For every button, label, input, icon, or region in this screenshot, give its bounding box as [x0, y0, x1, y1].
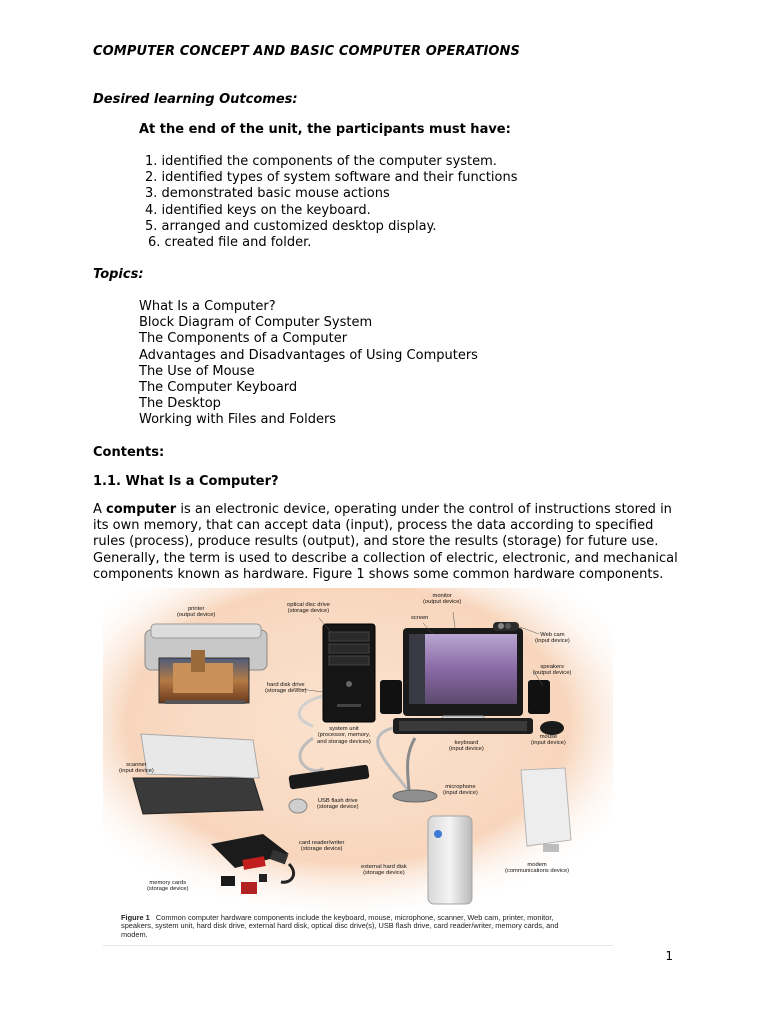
label-scanner: scanner (input device): [119, 762, 154, 775]
paragraph: [93, 502, 683, 583]
list-item: Block Diagram of Computer System: [139, 315, 373, 331]
label-speakers: speakers (output device): [533, 664, 572, 677]
label-system-unit: system unit (processor, memory, and storage devices): [317, 726, 371, 745]
keyboard-icon: [393, 718, 533, 734]
label-usb-flash-drive: USB flash drive (storage device): [317, 798, 359, 811]
label-printer: printer (output device): [177, 606, 216, 619]
label-card-reader: card reader/writer (storage device): [299, 840, 345, 853]
paragraph-lead: A: [93, 502, 107, 517]
external-hard-disk-icon: [428, 816, 472, 904]
speaker-left-icon: [380, 680, 402, 714]
contents-heading: Contents:: [93, 445, 165, 460]
label-modem: modem (communications device): [505, 862, 570, 875]
list-item: The Desktop: [139, 396, 221, 412]
monitor-icon: [403, 628, 523, 726]
label-screen: screen: [411, 615, 429, 621]
label-keyboard: keyboard (input device): [449, 740, 484, 753]
list-item: 5. arranged and customized desktop display.: [145, 218, 437, 234]
label-microphone: microphone (input device): [443, 784, 478, 797]
webcam-icon: [493, 622, 519, 631]
paragraph-bold-term: computer: [106, 502, 177, 517]
outcomes-intro: At the end of the unit, the participants must have:: [139, 122, 511, 137]
outcomes-list: [145, 154, 518, 251]
figure-divider: [103, 945, 613, 946]
system-unit-icon: [323, 624, 375, 722]
list-item: What Is a Computer?: [139, 299, 276, 314]
list-item: The Components of a Computer: [139, 331, 348, 347]
label-monitor: monitor (output device): [423, 593, 462, 606]
mouse-icon: [540, 721, 564, 735]
label-webcam: Web cam (input device): [535, 632, 570, 645]
list-item: 1. identified the components of the computer system.: [145, 154, 497, 169]
modem-icon: [521, 768, 571, 852]
speaker-right-icon: [528, 680, 550, 714]
list-item: 3. demonstrated basic mouse actions: [145, 186, 390, 202]
outcomes-heading: Desired learning Outcomes:: [93, 92, 298, 107]
section-heading: 1.1. What Is a Computer?: [93, 474, 279, 489]
paragraph-rest: is an electronic device, operating under the control of instructions stored in its own memory, that can accept data (input), process the data according to specified rules (process), produce results (output), and store the results (storage) for future use. Generally, the term is used to describe a collection of electric, electronic, and mechanical components known as hardware. Figure 1 shows some common hardware components.: [93, 502, 678, 582]
list-item: The Computer Keyboard: [139, 380, 298, 396]
topics-list: [139, 299, 478, 429]
label-mouse: mouse (input device): [531, 734, 566, 747]
label-external-hard-disk: external hard disk (storage device): [361, 864, 407, 877]
figure-1: [103, 588, 613, 946]
list-item: 6. created file and folder.: [148, 235, 312, 251]
document-title: COMPUTER CONCEPT AND BASIC COMPUTER OPERATIONS: [93, 44, 520, 59]
list-item: 4. identified keys on the keyboard.: [145, 202, 371, 218]
label-hard-disk-drive: hard disk drive (storage device): [265, 682, 307, 695]
list-item: Working with Files and Folders: [139, 412, 337, 428]
figure-caption: [121, 914, 583, 939]
printer-icon: [145, 624, 267, 704]
label-memory-cards: memory cards (storage device): [147, 880, 189, 893]
list-item: Advantages and Disadvantages of Using Computers: [139, 347, 478, 363]
list-item: 2. identified types of system software and their functions: [145, 170, 518, 186]
page-number: 1: [665, 949, 673, 963]
label-optical-disc-drive: optical disc drive (storage device): [287, 602, 330, 615]
topics-heading: Topics:: [93, 267, 144, 282]
figure-caption-text: Common computer hardware components include the keyboard, mouse, microphone, scanner, Web cam, printer, monitor, speakers, system unit, hard disk drive, external hard disk, optical disc drive(s), USB flash drive, card reader/writer, memory cards, and modem.: [121, 913, 559, 939]
list-item: The Use of Mouse: [139, 363, 255, 379]
figure-caption-label: Figure 1: [121, 913, 150, 922]
